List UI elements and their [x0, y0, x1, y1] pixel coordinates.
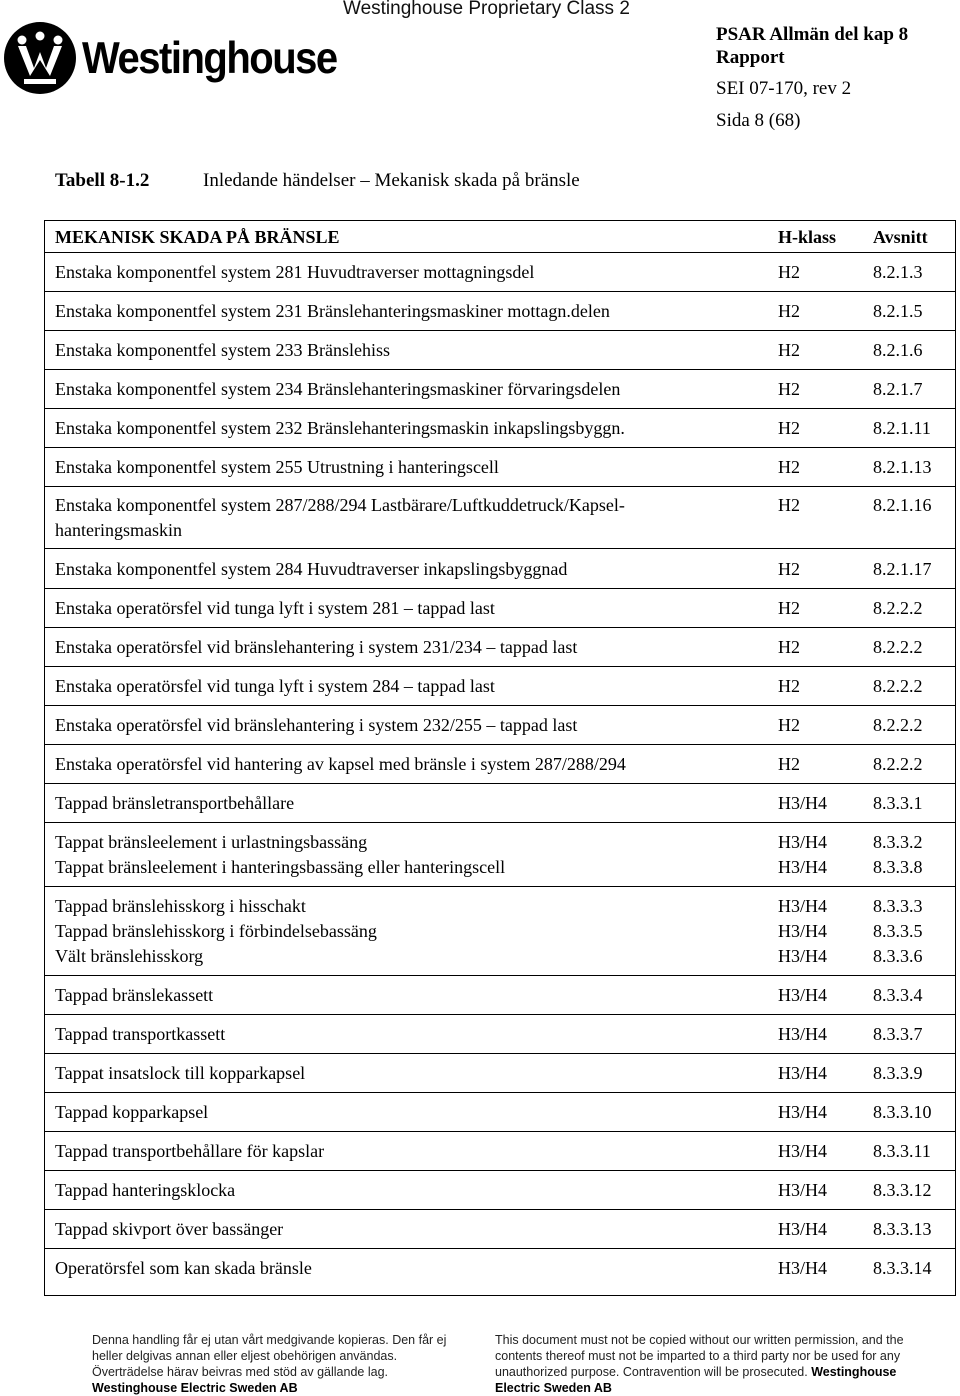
desc-cell: Enstaka operatörsfel vid bränslehantering i system 231/234 – tappad last: [55, 637, 578, 657]
desc-cell: Enstaka operatörsfel vid bränslehantering i system 232/255 – tappad last: [55, 715, 578, 735]
section-cell: 8.2.2.2: [873, 715, 923, 735]
desc-cell: Tappad bränslehisskorg i förbindelsebassäng: [55, 921, 377, 941]
section-cell: 8.3.3.2: [873, 832, 923, 852]
h-klass-cell: H3/H4: [778, 1258, 827, 1278]
h-klass-cell: H2: [778, 379, 800, 399]
logo-wordmark: Westinghouse: [82, 34, 337, 84]
h-klass-cell: H3/H4: [778, 1141, 827, 1161]
section-cell: 8.2.1.13: [873, 457, 932, 477]
h-klass-cell: H3/H4: [778, 1180, 827, 1200]
desc-cell: Vält bränslehisskorg: [55, 946, 204, 966]
table-row: [45, 667, 955, 706]
desc-cell: hanteringsmaskin: [55, 520, 182, 540]
section-cell: 8.3.3.1: [873, 793, 923, 813]
table-row: [45, 549, 955, 589]
desc-cell: Tappat insatslock till kopparkapsel: [55, 1063, 306, 1083]
section-cell: 8.2.1.6: [873, 340, 923, 360]
table-row: [45, 589, 955, 628]
section-cell: 8.3.3.9: [873, 1063, 923, 1083]
h-klass-cell: H2: [778, 457, 800, 477]
desc-cell: Tappad bränslehisskorg i hisschakt: [55, 896, 306, 916]
desc-cell: Tappad hanteringsklocka: [55, 1180, 236, 1200]
table-row: [45, 823, 955, 887]
document-reference: SEI 07-170, rev 2: [716, 78, 852, 99]
table-row: [45, 409, 955, 448]
h-klass-cell: H3/H4: [778, 1102, 827, 1122]
table-row: [45, 448, 955, 487]
footer-sv-text: Denna handling får ej utan vårt medgivande kopieras. Den får ej heller delgivas annan eller eljest obehörigen användas. Överträdelse härav beivras med stöd av gällande lag.: [92, 1333, 447, 1379]
h-klass-cell: H2: [778, 495, 800, 515]
table-row: [45, 370, 955, 409]
desc-cell: Enstaka komponentfel system 284 Huvudtraverser inkapslingsbyggnad: [55, 559, 568, 579]
h-klass-cell: H2: [778, 715, 800, 735]
desc-cell: Enstaka komponentfel system 232 Bränslehanteringsmaskin inkapslingsbyggn.: [55, 418, 625, 438]
section-cell: 8.2.1.17: [873, 559, 932, 579]
desc-cell: Tappat bränsleelement i hanteringsbassäng eller hanteringscell: [55, 857, 506, 877]
table-row: [45, 292, 955, 331]
document-type: Rapport: [716, 47, 785, 68]
section-cell: 8.2.2.2: [873, 676, 923, 696]
section-cell: 8.3.3.12: [873, 1180, 932, 1200]
column-header: H-klass: [778, 227, 837, 247]
h-klass-cell: H2: [778, 637, 800, 657]
section-cell: 8.3.3.5: [873, 921, 923, 941]
footer-english-notice: [495, 1332, 935, 1396]
table-row: [45, 706, 955, 745]
h-klass-cell: H3/H4: [778, 832, 827, 852]
desc-cell: Enstaka komponentfel system 233 Bränslehiss: [55, 340, 390, 360]
desc-cell: Tappad bränsletransportbehållare: [55, 793, 295, 813]
h-klass-cell: H2: [778, 559, 800, 579]
section-cell: 8.2.1.3: [873, 262, 923, 282]
section-cell: 8.3.3.11: [873, 1141, 931, 1161]
desc-cell: Enstaka komponentfel system 287/288/294 Lastbärare/Luftkuddetruck/Kapsel-: [55, 495, 625, 515]
desc-cell: Enstaka operatörsfel vid tunga lyft i system 284 – tappad last: [55, 676, 495, 696]
desc-cell: Enstaka operatörsfel vid hantering av kapsel med bränsle i system 287/288/294: [55, 754, 626, 774]
column-header: MEKANISK SKADA PÅ BRÄNSLE: [55, 227, 340, 247]
section-cell: 8.3.3.10: [873, 1102, 932, 1122]
events-table: [44, 220, 956, 1296]
desc-cell: Tappad transportbehållare för kapslar: [55, 1141, 325, 1161]
page-number: Sida 8 (68): [716, 110, 801, 131]
desc-cell: Tappad transportkassett: [55, 1024, 226, 1044]
table-row: [45, 1249, 955, 1288]
h-klass-cell: H2: [778, 418, 800, 438]
desc-cell: Enstaka komponentfel system 231 Bränslehanteringsmaskiner mottagn.delen: [55, 301, 610, 321]
h-klass-cell: H3/H4: [778, 793, 827, 813]
h-klass-cell: H3/H4: [778, 857, 827, 877]
h-klass-cell: H2: [778, 301, 800, 321]
table-row: [45, 1210, 955, 1249]
section-cell: 8.3.3.4: [873, 985, 923, 1005]
document-title: PSAR Allmän del kap 8: [716, 24, 909, 45]
footer-sv-company: Westinghouse Electric Sweden AB: [92, 1381, 298, 1395]
section-cell: 8.3.3.7: [873, 1024, 923, 1044]
section-cell: 8.2.2.2: [873, 754, 923, 774]
desc-cell: Enstaka komponentfel system 281 Huvudtraverser mottagningsdel: [55, 262, 535, 282]
table-title: Inledande händelser – Mekanisk skada på bränsle: [203, 170, 580, 191]
desc-cell: Enstaka komponentfel system 234 Bränslehanteringsmaskiner förvaringsdelen: [55, 379, 621, 399]
table-row: [45, 331, 955, 370]
h-klass-cell: H3/H4: [778, 1063, 827, 1083]
table-row: [45, 1171, 955, 1210]
h-klass-cell: H2: [778, 676, 800, 696]
table-row: [45, 487, 955, 549]
table-row: [45, 628, 955, 667]
section-cell: 8.2.1.11: [873, 418, 931, 438]
desc-cell: Tappad bränslekassett: [55, 985, 214, 1005]
section-cell: 8.2.1.5: [873, 301, 923, 321]
h-klass-cell: H2: [778, 340, 800, 360]
section-cell: 8.2.2.2: [873, 637, 923, 657]
table-caption: [55, 170, 580, 192]
footer-en-company: Westinghouse Electric Sweden AB: [495, 1365, 897, 1395]
section-cell: 8.3.3.3: [873, 896, 923, 916]
section-cell: 8.2.1.16: [873, 495, 932, 515]
column-header: Avsnitt: [873, 227, 928, 247]
h-klass-cell: H3/H4: [778, 896, 827, 916]
section-cell: 8.3.3.6: [873, 946, 923, 966]
footer-en-text: This document must not be copied without our written permission, and the contents thereof must not be imparted to a third party nor be used for any unauthorized purpose. Contravention will be prosecuted.: [495, 1333, 904, 1379]
table-row: [45, 887, 955, 976]
h-klass-cell: H2: [778, 754, 800, 774]
desc-cell: Operatörsfel som kan skada bränsle: [55, 1258, 312, 1278]
table-number: Tabell 8-1.2: [55, 170, 150, 191]
desc-cell: Enstaka operatörsfel vid tunga lyft i system 281 – tappad last: [55, 598, 495, 618]
section-cell: 8.2.2.2: [873, 598, 923, 618]
table-row: [45, 976, 955, 1015]
table-row: [45, 1132, 955, 1171]
table-row: [45, 1093, 955, 1132]
classification-label: Westinghouse Proprietary Class 2: [343, 0, 630, 19]
table-row: [45, 745, 955, 784]
table-row: [45, 1015, 955, 1054]
desc-cell: Tappad kopparkapsel: [55, 1102, 209, 1122]
table-row: [45, 253, 955, 292]
section-cell: 8.2.1.7: [873, 379, 923, 399]
h-klass-cell: H3/H4: [778, 985, 827, 1005]
table-header-row: [45, 221, 955, 253]
section-cell: 8.3.3.8: [873, 857, 923, 877]
h-klass-cell: H3/H4: [778, 1024, 827, 1044]
section-cell: 8.3.3.14: [873, 1258, 932, 1278]
h-klass-cell: H3/H4: [778, 946, 827, 966]
h-klass-cell: H2: [778, 262, 800, 282]
h-klass-cell: H3/H4: [778, 1219, 827, 1239]
h-klass-cell: H3/H4: [778, 921, 827, 941]
footer-swedish-notice: [92, 1332, 472, 1396]
section-cell: 8.3.3.13: [873, 1219, 932, 1239]
desc-cell: Enstaka komponentfel system 255 Utrustning i hanteringscell: [55, 457, 499, 477]
desc-cell: Tappad skivport över bassänger: [55, 1219, 284, 1239]
h-klass-cell: H2: [778, 598, 800, 618]
table-row: [45, 784, 955, 823]
table-row: [45, 1054, 955, 1093]
desc-cell: Tappat bränsleelement i urlastningsbassäng: [55, 832, 368, 852]
